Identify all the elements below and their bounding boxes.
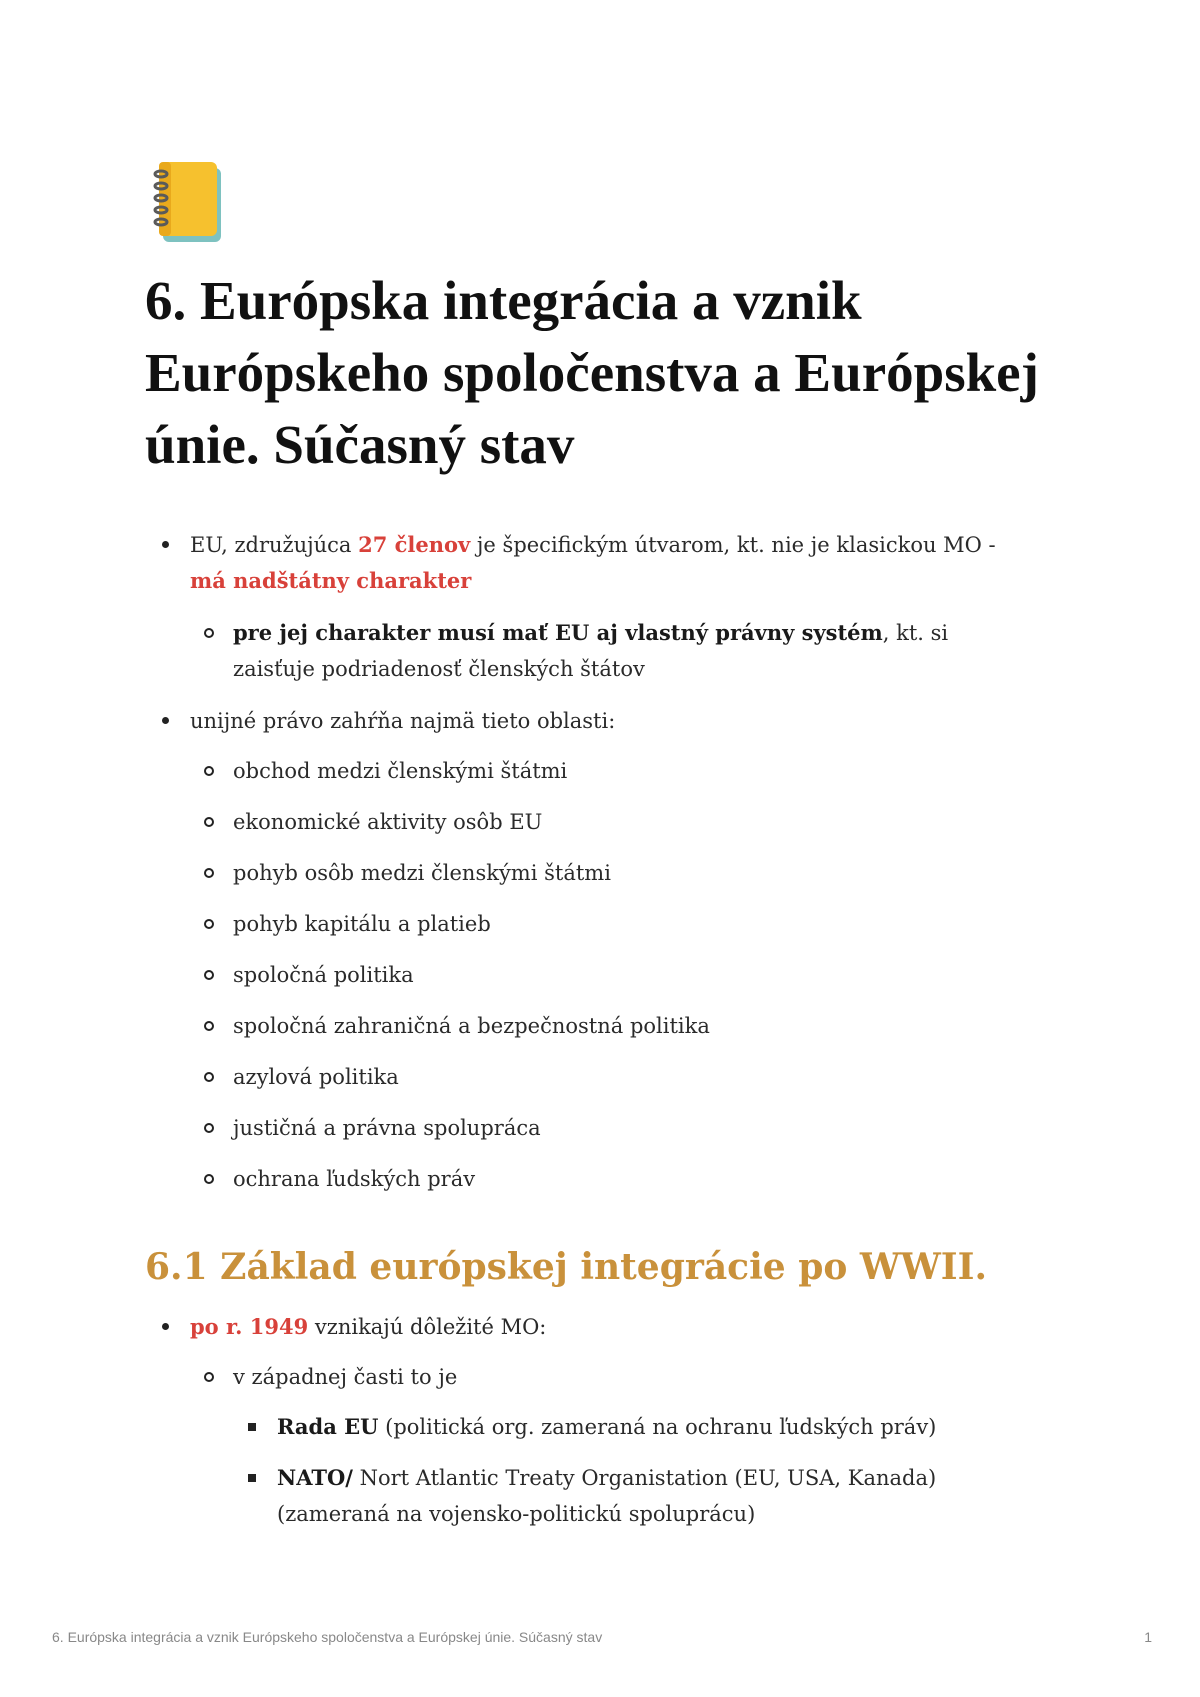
list-item <box>277 1460 1037 1532</box>
circle-bullet <box>204 1123 214 1133</box>
highlight-text: 27 členov <box>358 532 471 557</box>
list-item <box>233 804 1013 840</box>
circle-bullet <box>204 970 214 980</box>
text-run: unijné právo zahŕňa najmä tieto oblasti: <box>190 709 616 733</box>
page-footer <box>52 1629 1152 1645</box>
page-number: 1 <box>1144 1629 1152 1645</box>
disc-bullet <box>162 1323 169 1330</box>
footer-title: 6. Európska integrácia a vznik Európskeho spoločenstva a Európskej únie. Súčasný stav <box>52 1629 603 1645</box>
list-item <box>233 906 1013 942</box>
square-bullet <box>248 1423 256 1431</box>
text-run: , kt. si zaisťuje podriadenosť členských štátov <box>233 621 949 681</box>
circle-bullet <box>204 628 214 638</box>
text-run: v západnej časti to je <box>233 1365 458 1389</box>
highlight-text: má nadštátny charakter <box>190 568 472 593</box>
square-bullet <box>248 1474 256 1482</box>
bold-text: pre jej charakter musí mať EU aj vlastný právny systém <box>233 620 883 645</box>
area-item: pohyb kapitálu a platieb <box>233 912 491 936</box>
area-item: pohyb osôb medzi členskými štátmi <box>233 861 611 885</box>
area-item: spoločná politika <box>233 963 414 987</box>
circle-bullet <box>204 1021 214 1031</box>
list-item <box>233 1359 1013 1395</box>
circle-bullet <box>204 1072 214 1082</box>
text-run: (politická org. zameraná na ochranu ľudských práv) <box>378 1415 937 1439</box>
bold-text: Rada EU <box>277 1414 379 1439</box>
list-item <box>233 855 1013 891</box>
text-run: Nort Atlantic Treaty Organistation (EU, USA, Kanada) (zameraná na vojensko-politickú spoluprácu) <box>277 1466 937 1526</box>
text-run: EU, združujúca <box>190 533 359 557</box>
list-item <box>233 615 1013 687</box>
highlight-text: po r. 1949 <box>190 1314 309 1339</box>
list-item <box>277 1409 1037 1445</box>
disc-bullet <box>162 541 169 548</box>
circle-bullet <box>204 1174 214 1184</box>
notebook-icon <box>153 160 225 244</box>
text-run: vznikajú dôležité MO: <box>308 1315 547 1339</box>
list-item <box>233 957 1013 993</box>
text-run: je špecifickým útvarom, kt. nie je klasickou MO - <box>470 533 996 557</box>
list-item <box>233 1059 1013 1095</box>
page-title: 6. Európska integrácia a vznik Európskeho spoločenstva a Európskej únie. Súčasný stav <box>145 270 1039 475</box>
list-item <box>233 1008 1013 1044</box>
list-item <box>233 753 1013 789</box>
disc-bullet <box>162 717 169 724</box>
area-item: ochrana ľudských práv <box>233 1167 476 1191</box>
list-item <box>233 1110 1013 1146</box>
section-heading: 6.1 Základ európskej integrácie po WWII. <box>145 1246 987 1288</box>
circle-bullet <box>204 1372 214 1382</box>
bold-text: NATO/ <box>277 1465 353 1490</box>
list-item <box>190 1309 1010 1345</box>
circle-bullet <box>204 919 214 929</box>
list-item <box>190 703 1010 739</box>
area-item: justičná a právna spolupráca <box>233 1116 541 1140</box>
area-item: azylová politika <box>233 1065 399 1089</box>
circle-bullet <box>204 868 214 878</box>
area-item: obchod medzi členskými štátmi <box>233 759 568 783</box>
circle-bullet <box>204 817 214 827</box>
list-item <box>233 1161 1013 1197</box>
area-item: spoločná zahraničná a bezpečnostná politika <box>233 1014 710 1038</box>
area-item: ekonomické aktivity osôb EU <box>233 810 543 834</box>
list-item <box>190 527 1010 599</box>
circle-bullet <box>204 766 214 776</box>
